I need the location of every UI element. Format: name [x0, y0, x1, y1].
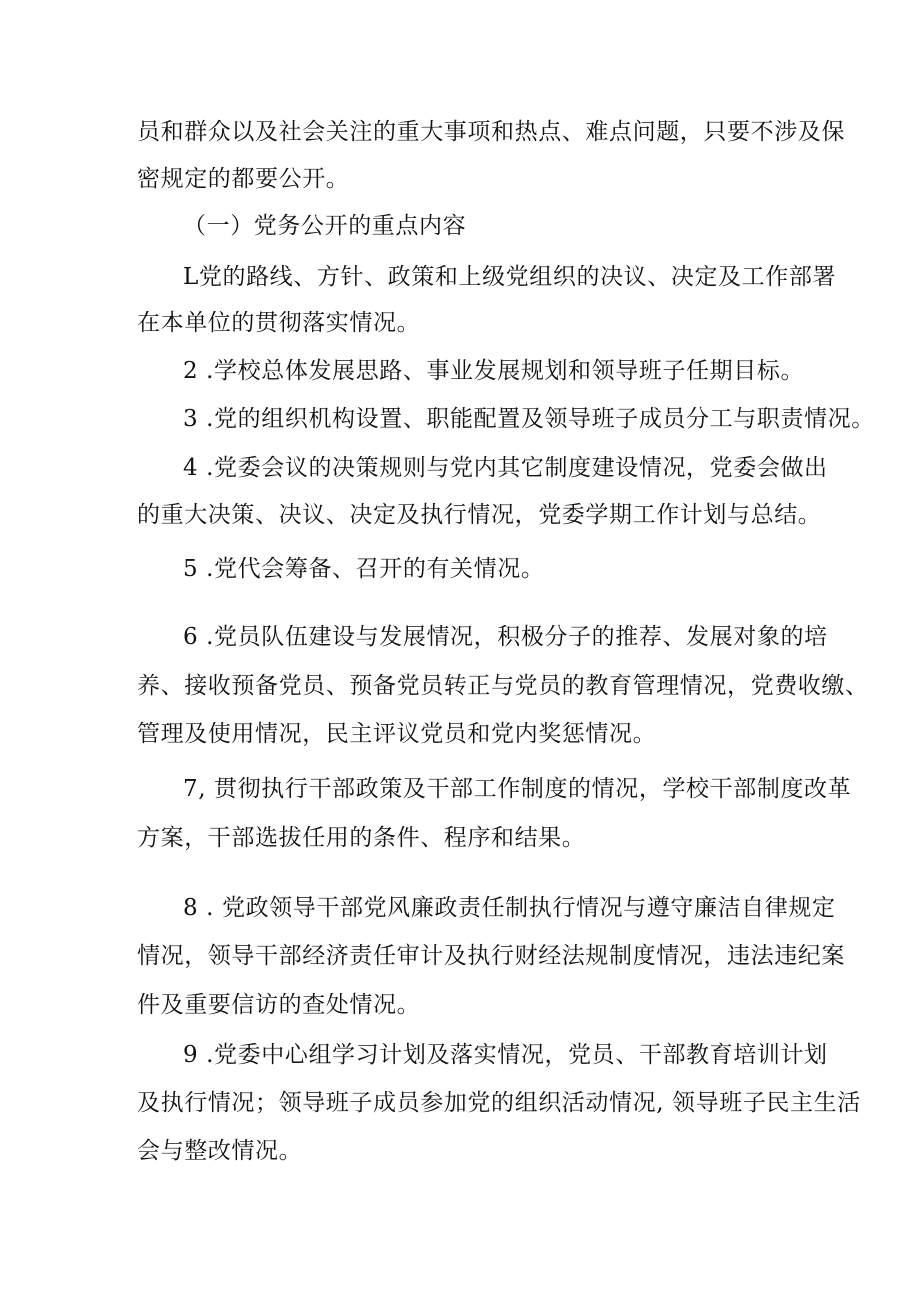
list-item-line: 件及重要信访的查处情况。	[137, 992, 421, 1018]
section-heading: （一）党务公开的重点内容	[183, 213, 467, 239]
list-item-line: 7, 贯彻执行干部政策及干部工作制度的情况，学校干部制度改革	[183, 776, 852, 802]
list-item-line: 8 . 党政领导干部党风廉政责任制执行情况与遵守廉洁自律规定	[183, 895, 836, 921]
list-item-line: 养、接收预备党员、预备党员转正与党员的教育管理情况，党费收缴、	[137, 673, 869, 699]
list-item-line: 会与整改情况。	[137, 1138, 303, 1164]
list-item-line: 5 .党代会筹备、召开的有关情况。	[183, 556, 545, 582]
list-item-line: 在本单位的贯彻落实情况。	[137, 310, 421, 336]
list-item-line: 的重大决策、决议、决定及执行情况，党委学期工作计划与总结。	[137, 502, 822, 528]
list-item-line: 4 .党委会议的决策规则与党内其它制度建设情况，党委会做出	[183, 455, 828, 481]
list-item-line: 3 .党的组织机构设置、职能配置及领导班子成员分工与职责情况。	[183, 406, 875, 432]
paragraph-line: 密规定的都要公开。	[137, 166, 350, 192]
list-item-line: 2 .学校总体发展思路、事业发展规划和领导班子任期目标。	[183, 358, 805, 384]
paragraph-line: 员和群众以及社会关注的重大事项和热点、难点问题，只要不涉及保	[137, 119, 845, 145]
list-item-line: 9 .党委中心组学习计划及落实情况，党员、干部教育培训计划	[183, 1042, 828, 1068]
list-item-line: L党的路线、方针、政策和上级党组织的决议、决定及工作部署	[183, 264, 837, 290]
list-item-line: 6 .党员队伍建设与发展情况，积极分子的推荐、发展对象的培	[183, 624, 828, 650]
list-item-line: 方案，干部选拔任用的条件、程序和结果。	[137, 825, 586, 851]
list-item-line: 管理及使用情况，民主评议党员和党内奖惩情况。	[137, 721, 657, 747]
list-item-line: 及执行情况；领导班子成员参加党的组织活动情况, 领导班子民主生活	[137, 1090, 861, 1116]
list-item-line: 情况，领导干部经济责任审计及执行财经法规制度情况，违法违纪案	[137, 943, 845, 969]
